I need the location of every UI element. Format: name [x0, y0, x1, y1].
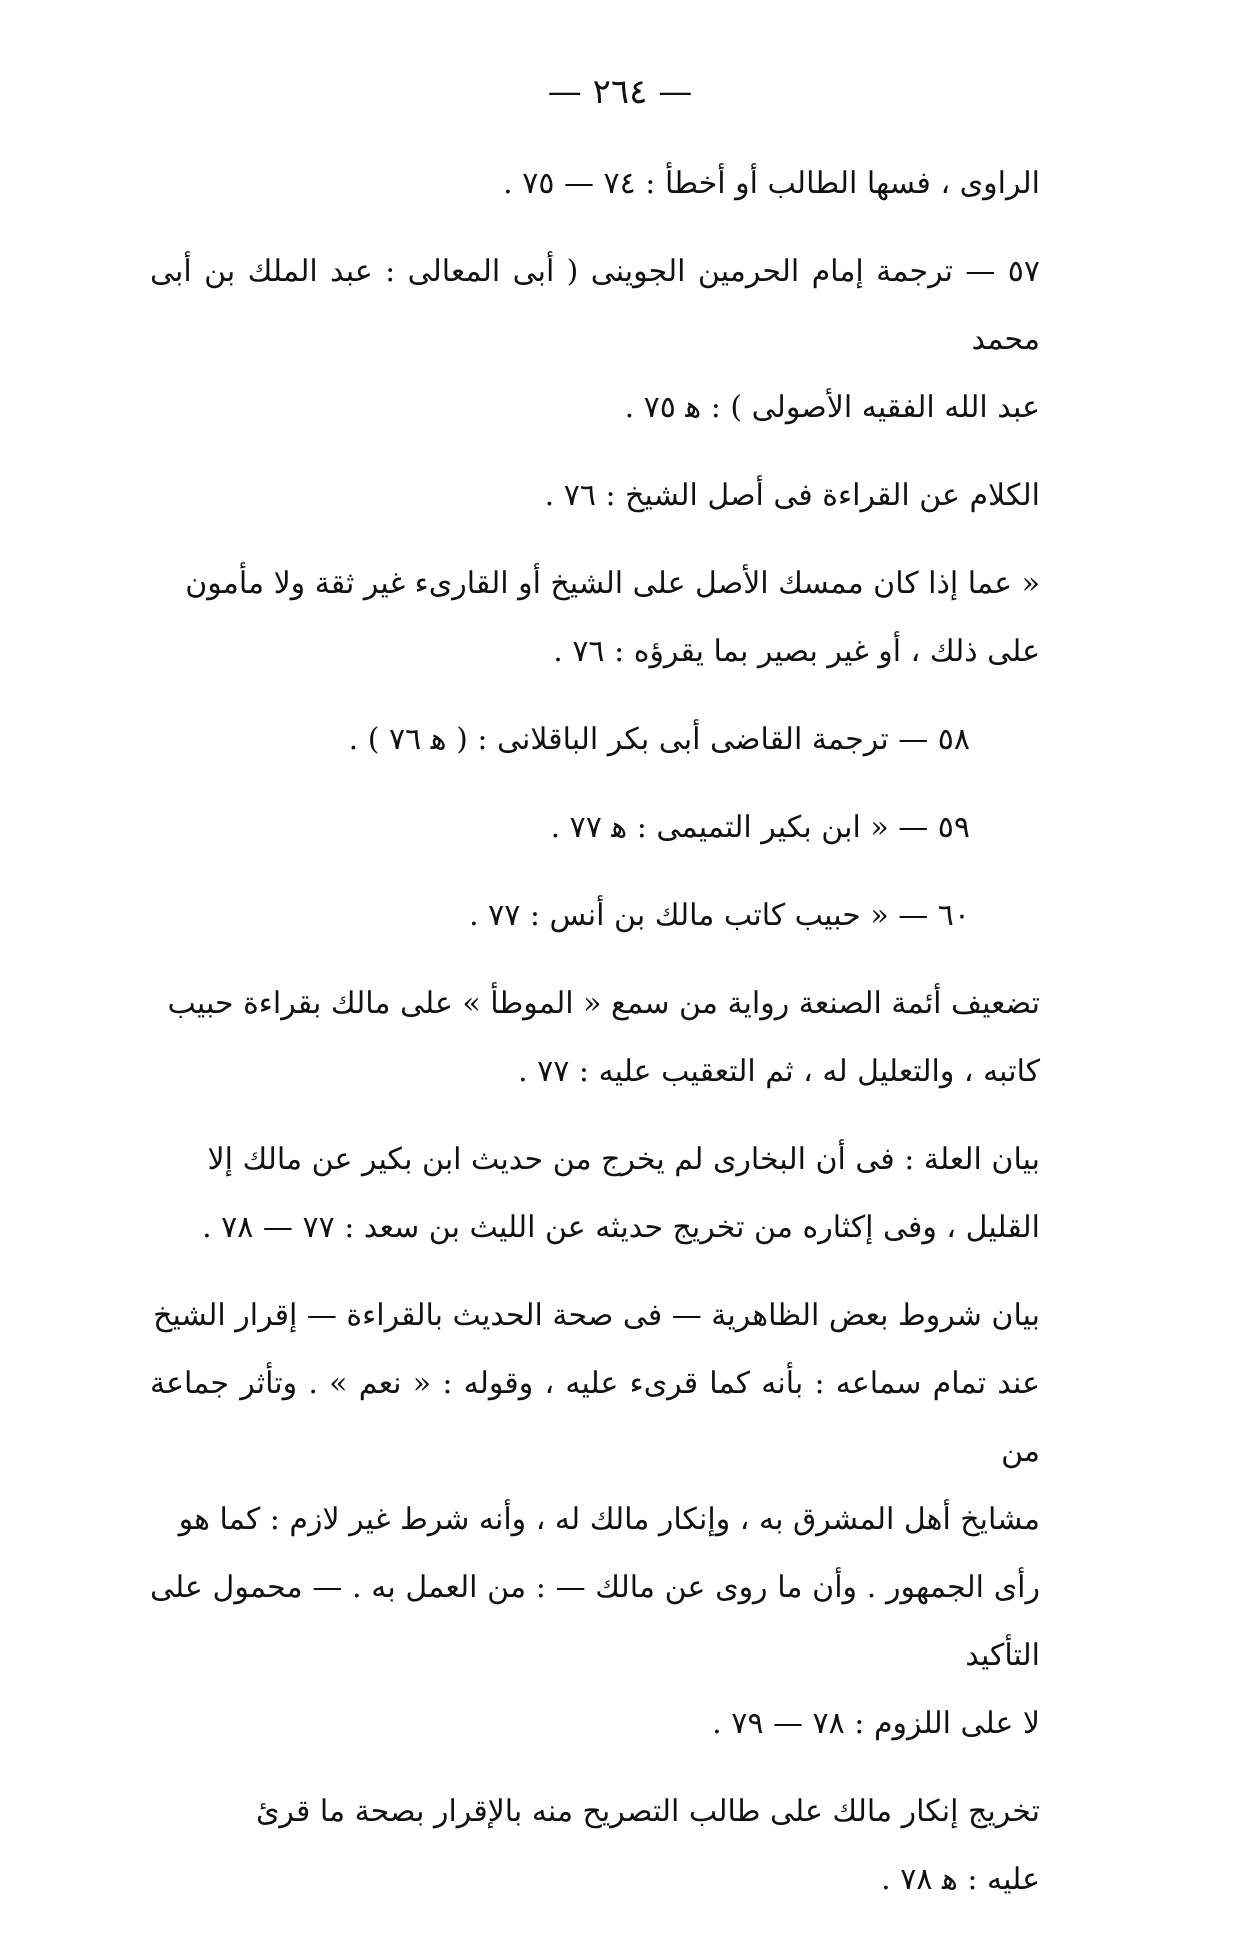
entry-5 [150, 706, 1040, 774]
entry-6 [150, 794, 1040, 862]
index-entries [150, 150, 1040, 1934]
entry-line: بيان العلة : فى أن البخارى لم يخرج من حديث ابن بكير عن مالك إلا [207, 1142, 1040, 1177]
entry-4 [150, 550, 1040, 686]
entry-line: الكلام عن القراءة فى أصل الشيخ : ٧٦ . [544, 478, 1040, 513]
entry-line: لا على اللزوم : ٧٨ — ٧٩ . [712, 1706, 1040, 1741]
entry-8 [150, 970, 1040, 1106]
entry-line: « عما إذا كان ممسك الأصل على الشيخ أو القارىء غير ثقة ولا مأمون [185, 566, 1040, 601]
entry-line: رأى الجمهور . وأن ما روى عن مالك — : من العمل به . — محمول على التأكيد [150, 1570, 1040, 1673]
entry-9 [150, 1126, 1040, 1262]
entry-line: ٦٠ — « حبيب كاتب مالك بن أنس : ٧٧ . [469, 898, 970, 933]
entry-11 [150, 1778, 1040, 1914]
entry-line: ٥٩ — « ابن بكير التميمى : ﻫ ٧٧ . [550, 810, 970, 845]
entry-line: كاتبه ، والتعليل له ، ثم التعقيب عليه : ٧٧ . [518, 1054, 1040, 1089]
entry-10 [150, 1282, 1040, 1758]
entry-line: تضعيف أئمة الصنعة رواية من سمع « الموطأ » على مالك بقراءة حبيب [167, 986, 1040, 1021]
entry-1 [150, 150, 1040, 218]
entry-3 [150, 462, 1040, 530]
entry-line: على ذلك ، أو غير بصير بما يقرؤه : ٧٦ . [553, 634, 1040, 669]
entry-line: الراوى ، فسها الطالب أو أخطأ : ٧٤ — ٧٥ . [503, 166, 1040, 201]
entry-line: عند تمام سماعه : بأنه كما قرىء عليه ، وقوله : « نعم » . وتأثر جماعة من [150, 1366, 1040, 1469]
page-number: — ٢٦٤ — [547, 72, 693, 112]
entry-7 [150, 882, 1040, 950]
entry-line: تخريج إنكار مالك على طالب التصريح منه بالإقرار بصحة ما قرئ [255, 1794, 1040, 1829]
entry-line: عبد الله الفقيه الأصولى ) : ﻫ ٧٥ . [624, 390, 1040, 425]
entry-line: ٥٨ — ترجمة القاضى أبى بكر الباقلانى : ( ﻫ ٧٦ ) . [348, 722, 970, 757]
entry-2 [150, 238, 1040, 442]
entry-line: بيان شروط بعض الظاهرية — فى صحة الحديث بالقراءة — إقرار الشيخ [153, 1298, 1040, 1333]
entry-line: عليه : ﻫ ٧٨ . [881, 1862, 1040, 1897]
entry-line: القليل ، وفى إكثاره من تخريج حديثه عن الليث بن سعد : ٧٧ — ٧٨ . [202, 1210, 1040, 1245]
entry-line: ٥٧ — ترجمة إمام الحرمين الجوينى ( أبى المعالى : عبد الملك بن أبى محمد [150, 254, 1040, 357]
entry-line: مشايخ أهل المشرق به ، وإنكار مالك له ، وأنه شرط غير لازم : كما هو [178, 1502, 1040, 1537]
